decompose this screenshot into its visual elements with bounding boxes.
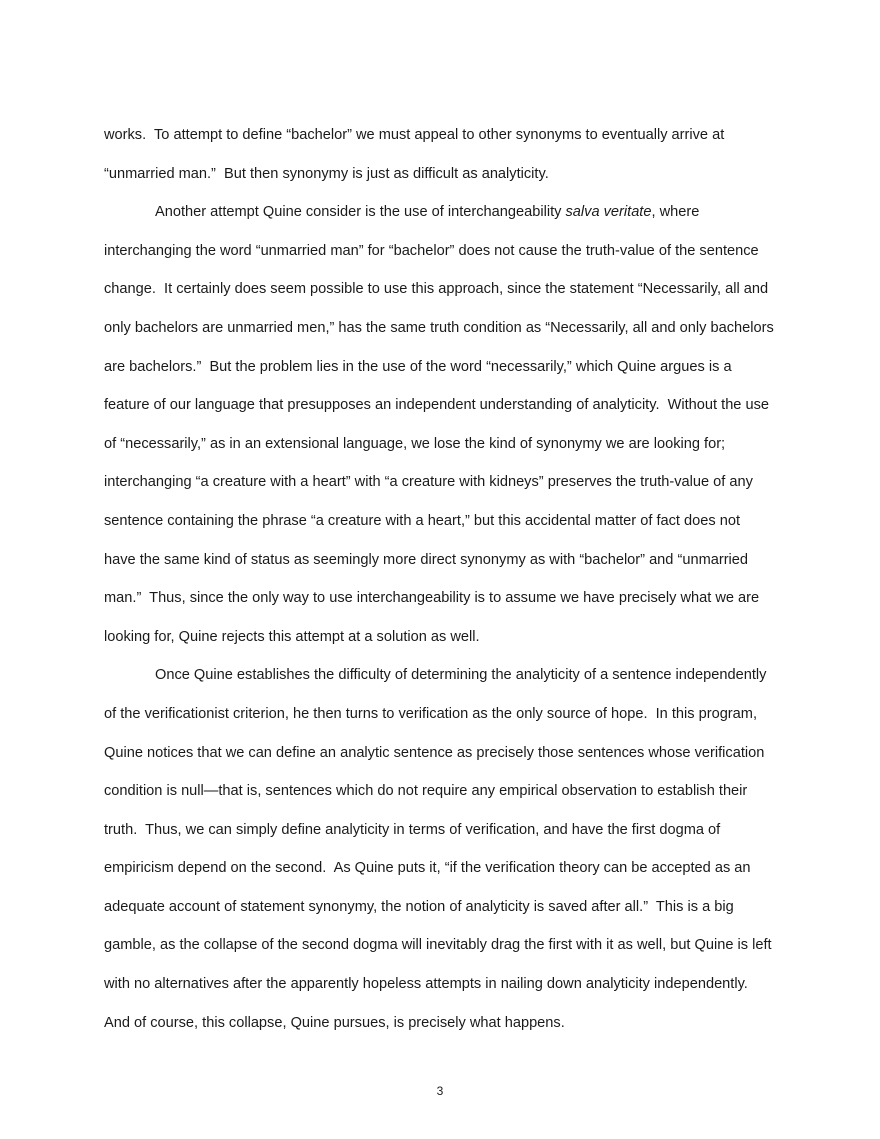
text-line: condition is null—that is, sentences which do not require any empirical observation to establish their xyxy=(104,783,748,800)
text-line: “unmarried man.” But then synonymy is just as difficult as analyticity. xyxy=(104,165,549,182)
text-line: adequate account of statement synonymy, the notion of analyticity is saved after all.” This is a big xyxy=(104,898,734,915)
text-line: works. To attempt to define “bachelor” we must appeal to other synonyms to eventually arrive at xyxy=(104,127,725,143)
text-line: empiricism depend on the second. As Quine puts it, “if the verification theory can be accepted as an xyxy=(104,860,751,877)
body-text xyxy=(104,121,784,1047)
text-line: Once Quine establishes the difficulty of determining the analyticity of a sentence independently xyxy=(155,667,767,684)
text-line: gamble, as the collapse of the second dogma will inevitably drag the first with it as well, but Quine is left xyxy=(104,937,772,954)
text-line: Quine notices that we can define an analytic sentence as precisely those sentences whose verification xyxy=(104,744,765,761)
text-line: only bachelors are unmarried men,” has the same truth condition as “Necessarily, all and only bachelors xyxy=(104,319,774,336)
text-segment: , where xyxy=(651,204,700,221)
page-number: 3 xyxy=(436,1084,444,1098)
text-line: are bachelors.” But the problem lies in the use of the word “necessarily,” which Quine argues is a xyxy=(104,358,732,375)
text-line: of “necessarily,” as in an extensional language, we lose the kind of synonymy we are looking for; xyxy=(104,435,726,452)
text-line: have the same kind of status as seemingly more direct synonymy as with “bachelor” and “unmarried xyxy=(104,551,749,568)
text-line: of the verificationist criterion, he then turns to verification as the only source of hope. In this program, xyxy=(104,705,757,722)
text-line: change. It certainly does seem possible to use this approach, since the statement “Necessarily, all and xyxy=(104,281,769,298)
text-line: looking for, Quine rejects this attempt at a solution as well. xyxy=(104,628,480,645)
italic-phrase: salva veritate xyxy=(565,204,652,221)
text-line: truth. Thus, we can simply define analyticity in terms of verification, and have the first dogma of xyxy=(104,821,721,838)
text-line: feature of our language that presupposes an independent understanding of analyticity. Without the use xyxy=(104,397,770,414)
text-line: interchanging the word “unmarried man” for “bachelor” does not cause the truth-value of the sentence xyxy=(104,242,759,259)
text-line: And of course, this collapse, Quine pursues, is precisely what happens. xyxy=(104,1014,565,1031)
text-line: with no alternatives after the apparently hopeless attempts in nailing down analyticity independently. xyxy=(104,976,748,993)
text-segment: Another attempt Quine consider is the use of interchangeability xyxy=(155,204,566,221)
text-line: sentence containing the phrase “a creature with a heart,” but this accidental matter of fact does not xyxy=(104,512,741,529)
text-line: man.” Thus, since the only way to use interchangeability is to assume we have precisely what we are xyxy=(104,590,760,607)
text-line: interchanging “a creature with a heart” with “a creature with kidneys” preserves the truth-value of any xyxy=(104,474,753,491)
text-line xyxy=(104,198,784,237)
